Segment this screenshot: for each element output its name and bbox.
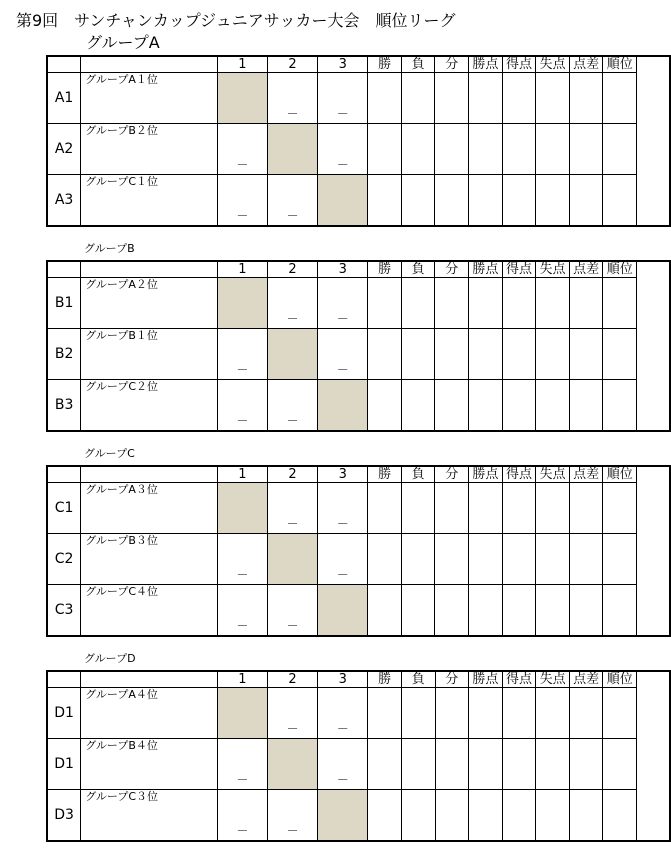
stat-cell <box>603 329 637 380</box>
team-name: グループA２位 <box>81 278 218 329</box>
stat-cell <box>435 483 469 534</box>
stat-cell <box>502 688 536 739</box>
column-header: 負 <box>401 261 435 278</box>
team-name: グループB３位 <box>81 534 218 585</box>
score-dash: － <box>336 568 349 582</box>
score-dash: － <box>336 363 349 377</box>
stat-cell <box>368 739 402 790</box>
table-row <box>47 739 670 790</box>
group-label: グループD <box>84 652 136 665</box>
league-table <box>46 55 671 227</box>
match-cell <box>318 278 368 329</box>
header-blank-cell <box>47 671 81 688</box>
score-dash: － <box>286 107 299 121</box>
stat-cell <box>469 124 503 175</box>
column-header: 勝点 <box>469 466 503 483</box>
stat-cell <box>569 688 603 739</box>
stat-cell <box>502 534 536 585</box>
team-name: グループC２位 <box>81 380 218 432</box>
stat-cell <box>502 483 536 534</box>
team-name: グループA４位 <box>81 688 218 739</box>
match-cell <box>217 534 267 585</box>
header-blank-cell <box>81 56 218 73</box>
stat-cell <box>603 278 637 329</box>
stat-cell <box>469 278 503 329</box>
team-name: グループB２位 <box>81 124 218 175</box>
header-row <box>47 671 670 688</box>
column-header: 分 <box>435 56 469 73</box>
stat-cell <box>435 380 469 432</box>
column-header: 順位 <box>603 466 637 483</box>
stat-cell <box>569 739 603 790</box>
score-dash: － <box>236 363 249 377</box>
stat-cell <box>401 790 435 842</box>
score-dash: － <box>236 824 249 838</box>
table-row <box>47 175 670 227</box>
self-match-cell <box>217 73 267 124</box>
match-cell <box>217 790 267 842</box>
stat-cell <box>569 790 603 842</box>
header-blank-cell <box>81 261 218 278</box>
stat-cell <box>435 278 469 329</box>
team-code: C3 <box>47 585 81 637</box>
self-match-cell <box>217 688 267 739</box>
match-cell <box>318 688 368 739</box>
score-dash: － <box>336 158 349 172</box>
stat-cell <box>536 790 570 842</box>
self-match-cell <box>318 585 368 637</box>
column-header: 点差 <box>569 671 603 688</box>
self-match-cell <box>267 329 317 380</box>
stat-cell <box>435 739 469 790</box>
self-match-cell <box>318 790 368 842</box>
stat-cell <box>603 124 637 175</box>
match-cell <box>217 739 267 790</box>
league-table <box>46 465 671 637</box>
stat-cell <box>368 124 402 175</box>
stat-cell <box>435 124 469 175</box>
match-cell <box>318 739 368 790</box>
stat-cell <box>569 73 603 124</box>
stat-cell <box>502 790 536 842</box>
stat-cell <box>536 585 570 637</box>
stat-cell <box>603 534 637 585</box>
column-header: 分 <box>435 466 469 483</box>
league-table <box>46 260 671 432</box>
match-cell <box>318 534 368 585</box>
stat-cell <box>368 329 402 380</box>
column-header: 得点 <box>502 261 536 278</box>
self-match-cell <box>217 278 267 329</box>
score-dash: － <box>286 414 299 428</box>
team-name: グループC１位 <box>81 175 218 227</box>
stat-cell <box>502 278 536 329</box>
self-match-cell <box>267 534 317 585</box>
self-match-cell <box>318 380 368 432</box>
stat-cell <box>368 688 402 739</box>
column-header: 勝点 <box>469 56 503 73</box>
score-dash: － <box>336 722 349 736</box>
stat-cell <box>502 329 536 380</box>
score-dash: － <box>286 722 299 736</box>
page-title: 第9回 サンチャンカップジュニアサッカー大会 順位リーグ <box>16 11 456 30</box>
team-code: B1 <box>47 278 81 329</box>
column-header: 2 <box>267 466 317 483</box>
team-code: A2 <box>47 124 81 175</box>
column-header: 勝 <box>368 56 402 73</box>
stat-cell <box>435 585 469 637</box>
column-header: 負 <box>401 56 435 73</box>
column-header: 失点 <box>536 56 570 73</box>
team-name: グループA３位 <box>81 483 218 534</box>
match-cell <box>318 124 368 175</box>
column-header: 分 <box>435 261 469 278</box>
stat-cell <box>603 175 637 227</box>
stat-cell <box>536 124 570 175</box>
column-header: 3 <box>318 261 368 278</box>
column-header: 点差 <box>569 466 603 483</box>
stat-cell <box>435 688 469 739</box>
column-header: 1 <box>217 466 267 483</box>
stat-cell <box>469 73 503 124</box>
column-header: 順位 <box>603 671 637 688</box>
stat-cell <box>368 73 402 124</box>
match-cell <box>267 483 317 534</box>
stat-cell <box>401 73 435 124</box>
stat-cell <box>435 73 469 124</box>
column-header: 失点 <box>536 261 570 278</box>
score-dash: － <box>236 158 249 172</box>
team-code: B3 <box>47 380 81 432</box>
stat-cell <box>469 380 503 432</box>
stat-cell <box>469 329 503 380</box>
stat-cell <box>603 790 637 842</box>
team-code: D3 <box>47 790 81 842</box>
stat-cell <box>603 585 637 637</box>
column-header: 失点 <box>536 671 570 688</box>
score-dash: － <box>336 312 349 326</box>
score-dash: － <box>286 517 299 531</box>
header-row <box>47 466 670 483</box>
stat-cell <box>435 790 469 842</box>
score-dash: － <box>336 107 349 121</box>
league-table <box>46 670 671 842</box>
self-match-cell <box>267 124 317 175</box>
match-cell <box>267 73 317 124</box>
table-row <box>47 124 670 175</box>
stat-cell <box>603 483 637 534</box>
score-dash: － <box>236 568 249 582</box>
header-row <box>47 261 670 278</box>
stat-cell <box>569 124 603 175</box>
stat-cell <box>502 124 536 175</box>
stat-cell <box>603 73 637 124</box>
table-row <box>47 790 670 842</box>
column-header: 得点 <box>502 56 536 73</box>
stat-cell <box>368 380 402 432</box>
stat-cell <box>469 483 503 534</box>
column-header: 2 <box>267 56 317 73</box>
team-code: B2 <box>47 329 81 380</box>
column-header: 点差 <box>569 56 603 73</box>
score-dash: － <box>286 209 299 223</box>
table-row <box>47 534 670 585</box>
team-code: A1 <box>47 73 81 124</box>
group-a-label: グループA <box>86 33 160 52</box>
table-row <box>47 73 670 124</box>
score-dash: － <box>286 312 299 326</box>
stat-cell <box>569 278 603 329</box>
column-header: 1 <box>217 261 267 278</box>
stat-cell <box>603 688 637 739</box>
stat-cell <box>536 483 570 534</box>
stat-cell <box>401 175 435 227</box>
match-cell <box>318 73 368 124</box>
stat-cell <box>469 534 503 585</box>
column-header: 勝 <box>368 466 402 483</box>
match-cell <box>267 278 317 329</box>
stat-cell <box>401 380 435 432</box>
stat-cell <box>401 739 435 790</box>
stat-cell <box>435 329 469 380</box>
stat-cell <box>536 278 570 329</box>
column-header: 1 <box>217 671 267 688</box>
column-header: 負 <box>401 466 435 483</box>
score-dash: － <box>236 209 249 223</box>
stat-cell <box>502 175 536 227</box>
team-name: グループA１位 <box>81 73 218 124</box>
stat-cell <box>502 73 536 124</box>
group-label: グループC <box>84 447 135 460</box>
column-header: 失点 <box>536 466 570 483</box>
stat-cell <box>536 380 570 432</box>
stat-cell <box>368 175 402 227</box>
team-code: C2 <box>47 534 81 585</box>
stat-cell <box>502 380 536 432</box>
column-header: 順位 <box>603 56 637 73</box>
match-cell <box>217 124 267 175</box>
table-row <box>47 585 670 637</box>
stat-cell <box>368 483 402 534</box>
stat-cell <box>569 380 603 432</box>
stat-cell <box>469 790 503 842</box>
stat-cell <box>401 329 435 380</box>
stat-cell <box>569 483 603 534</box>
score-dash: － <box>286 824 299 838</box>
self-match-cell <box>318 175 368 227</box>
team-name: グループC４位 <box>81 585 218 637</box>
column-header: 得点 <box>502 671 536 688</box>
score-dash: － <box>236 619 249 633</box>
stat-cell <box>603 739 637 790</box>
stat-cell <box>469 688 503 739</box>
table-row <box>47 380 670 432</box>
table-row <box>47 278 670 329</box>
self-match-cell <box>267 739 317 790</box>
table-row <box>47 329 670 380</box>
stat-cell <box>536 688 570 739</box>
stat-cell <box>469 585 503 637</box>
stat-cell <box>469 739 503 790</box>
column-header: 1 <box>217 56 267 73</box>
table-row <box>47 688 670 739</box>
stat-cell <box>536 739 570 790</box>
stat-cell <box>368 790 402 842</box>
stat-cell <box>401 483 435 534</box>
column-header: 負 <box>401 671 435 688</box>
match-cell <box>267 380 317 432</box>
stat-cell <box>435 175 469 227</box>
column-header: 勝点 <box>469 671 503 688</box>
stat-cell <box>401 124 435 175</box>
column-header: 3 <box>318 466 368 483</box>
column-header: 2 <box>267 261 317 278</box>
match-cell <box>267 790 317 842</box>
score-dash: － <box>286 619 299 633</box>
stat-cell <box>469 175 503 227</box>
column-header: 3 <box>318 56 368 73</box>
team-name: グループB１位 <box>81 329 218 380</box>
team-code: D1 <box>47 688 81 739</box>
stat-cell <box>569 175 603 227</box>
team-name: グループC３位 <box>81 790 218 842</box>
score-dash: － <box>236 773 249 787</box>
column-header: 得点 <box>502 466 536 483</box>
stat-cell <box>368 534 402 585</box>
stat-cell <box>536 73 570 124</box>
match-cell <box>318 483 368 534</box>
stat-cell <box>401 688 435 739</box>
stat-cell <box>401 534 435 585</box>
column-header: 分 <box>435 671 469 688</box>
column-header: 2 <box>267 671 317 688</box>
match-cell <box>318 329 368 380</box>
stat-cell <box>569 534 603 585</box>
header-blank-cell <box>81 671 218 688</box>
match-cell <box>217 329 267 380</box>
stat-cell <box>401 585 435 637</box>
score-dash: － <box>336 517 349 531</box>
team-code: D1 <box>47 739 81 790</box>
column-header: 3 <box>318 671 368 688</box>
column-header: 勝 <box>368 261 402 278</box>
column-header: 順位 <box>603 261 637 278</box>
self-match-cell <box>217 483 267 534</box>
match-cell <box>217 380 267 432</box>
stat-cell <box>401 278 435 329</box>
header-blank-cell <box>47 56 81 73</box>
match-cell <box>267 175 317 227</box>
match-cell <box>267 688 317 739</box>
column-header: 点差 <box>569 261 603 278</box>
header-blank-cell <box>81 466 218 483</box>
team-code: C1 <box>47 483 81 534</box>
column-header: 勝 <box>368 671 402 688</box>
stat-cell <box>536 175 570 227</box>
team-name: グループB４位 <box>81 739 218 790</box>
team-code: A3 <box>47 175 81 227</box>
stat-cell <box>368 278 402 329</box>
header-blank-cell <box>47 261 81 278</box>
header-row <box>47 56 670 73</box>
stat-cell <box>569 329 603 380</box>
stat-cell <box>502 739 536 790</box>
match-cell <box>267 585 317 637</box>
stat-cell <box>502 585 536 637</box>
column-header: 勝点 <box>469 261 503 278</box>
stat-cell <box>536 329 570 380</box>
stat-cell <box>536 534 570 585</box>
header-blank-cell <box>47 466 81 483</box>
stat-cell <box>569 585 603 637</box>
stat-cell <box>368 585 402 637</box>
match-cell <box>217 585 267 637</box>
match-cell <box>217 175 267 227</box>
score-dash: － <box>336 773 349 787</box>
stat-cell <box>603 380 637 432</box>
stat-cell <box>435 534 469 585</box>
group-label: グループB <box>84 242 135 255</box>
table-row <box>47 483 670 534</box>
score-dash: － <box>236 414 249 428</box>
